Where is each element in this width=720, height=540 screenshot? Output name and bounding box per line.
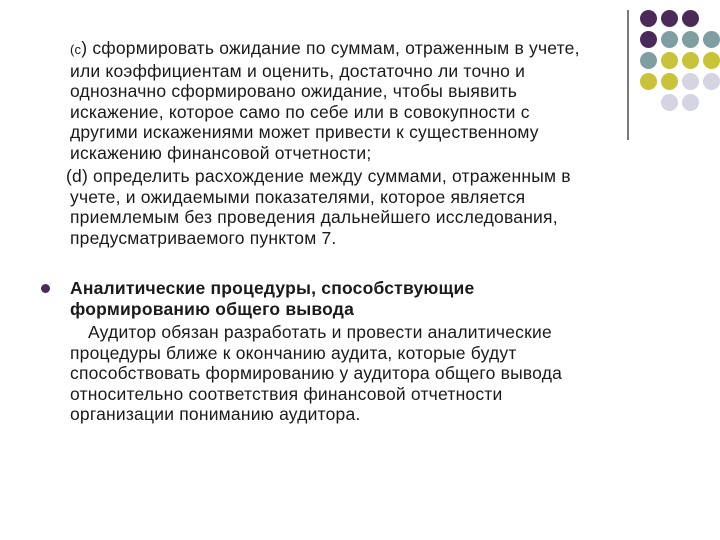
item-c-marker: (c: [70, 42, 82, 57]
decorative-dot: [682, 10, 699, 27]
decorative-dot: [682, 73, 699, 90]
section-body-line-1: Аудитор обязан разработать и провести аналитические: [88, 322, 552, 342]
item-c-line-1: [70, 38, 580, 61]
section-heading-line-1: Аналитические процедуры, способствующие: [70, 278, 475, 298]
decorative-dot: [703, 31, 720, 48]
item-c-marker-tail: ): [81, 38, 88, 58]
section-body-line-4: относительно соответствия финансовой отчетности: [70, 383, 503, 404]
decorative-dot: [661, 94, 678, 111]
decorative-dot: [640, 10, 657, 27]
decorative-dot: [682, 52, 699, 69]
decorative-dot: [661, 10, 678, 27]
decorative-dot: [640, 73, 657, 90]
item-d-line-1: (d) определить расхождение между суммами, отраженным в: [66, 166, 571, 186]
decorative-divider: [627, 10, 629, 140]
item-c-line-5: другими искажениями может привести к существенному: [70, 122, 539, 142]
item-c-line-4: искажение, которое само по себе или в совокупности с: [70, 101, 530, 122]
bullet-icon: [41, 284, 50, 293]
decorative-dot: [661, 52, 678, 69]
decorative-dot: [661, 31, 678, 48]
item-c-text-1: сформировать ожидание по суммам, отраженным в учете,: [87, 38, 580, 58]
item-d-line-3: приемлемым без проведения дальнейшего исследования,: [70, 207, 558, 227]
item-d-line-4: предусматриваемого пунктом 7.: [70, 227, 337, 248]
section-heading-line-2: формированию общего вывода: [70, 298, 355, 319]
decorative-dot: [703, 73, 720, 90]
item-c-line-3: однозначно сформировано ожидание, чтобы выявить: [70, 81, 518, 101]
item-c-paragraph: [70, 38, 580, 163]
item-c-line-2: или коэффициентам и оценить, достаточно ли точно и: [70, 60, 526, 81]
section-body-line-5: организации пониманию аудитора.: [70, 404, 361, 424]
decorative-dot: [682, 94, 699, 111]
decorative-dot: [640, 52, 657, 69]
item-d-line-2: учете, и ожидаемыми показателями, которое является: [70, 186, 526, 207]
section-heading: [70, 278, 474, 319]
item-d-paragraph: [66, 166, 571, 248]
decorative-dot: [640, 31, 657, 48]
section-body: [70, 322, 562, 425]
decorative-dot: [703, 52, 720, 69]
section-body-line-2: процедуры ближе к окончанию аудита, которые будут: [70, 342, 517, 363]
item-c-line-6: искажению финансовой отчетности;: [70, 142, 372, 163]
section-body-line-3: способствовать формированию у аудитора общего вывода: [70, 363, 563, 383]
decorative-dot: [682, 31, 699, 48]
decorative-dot: [661, 73, 678, 90]
